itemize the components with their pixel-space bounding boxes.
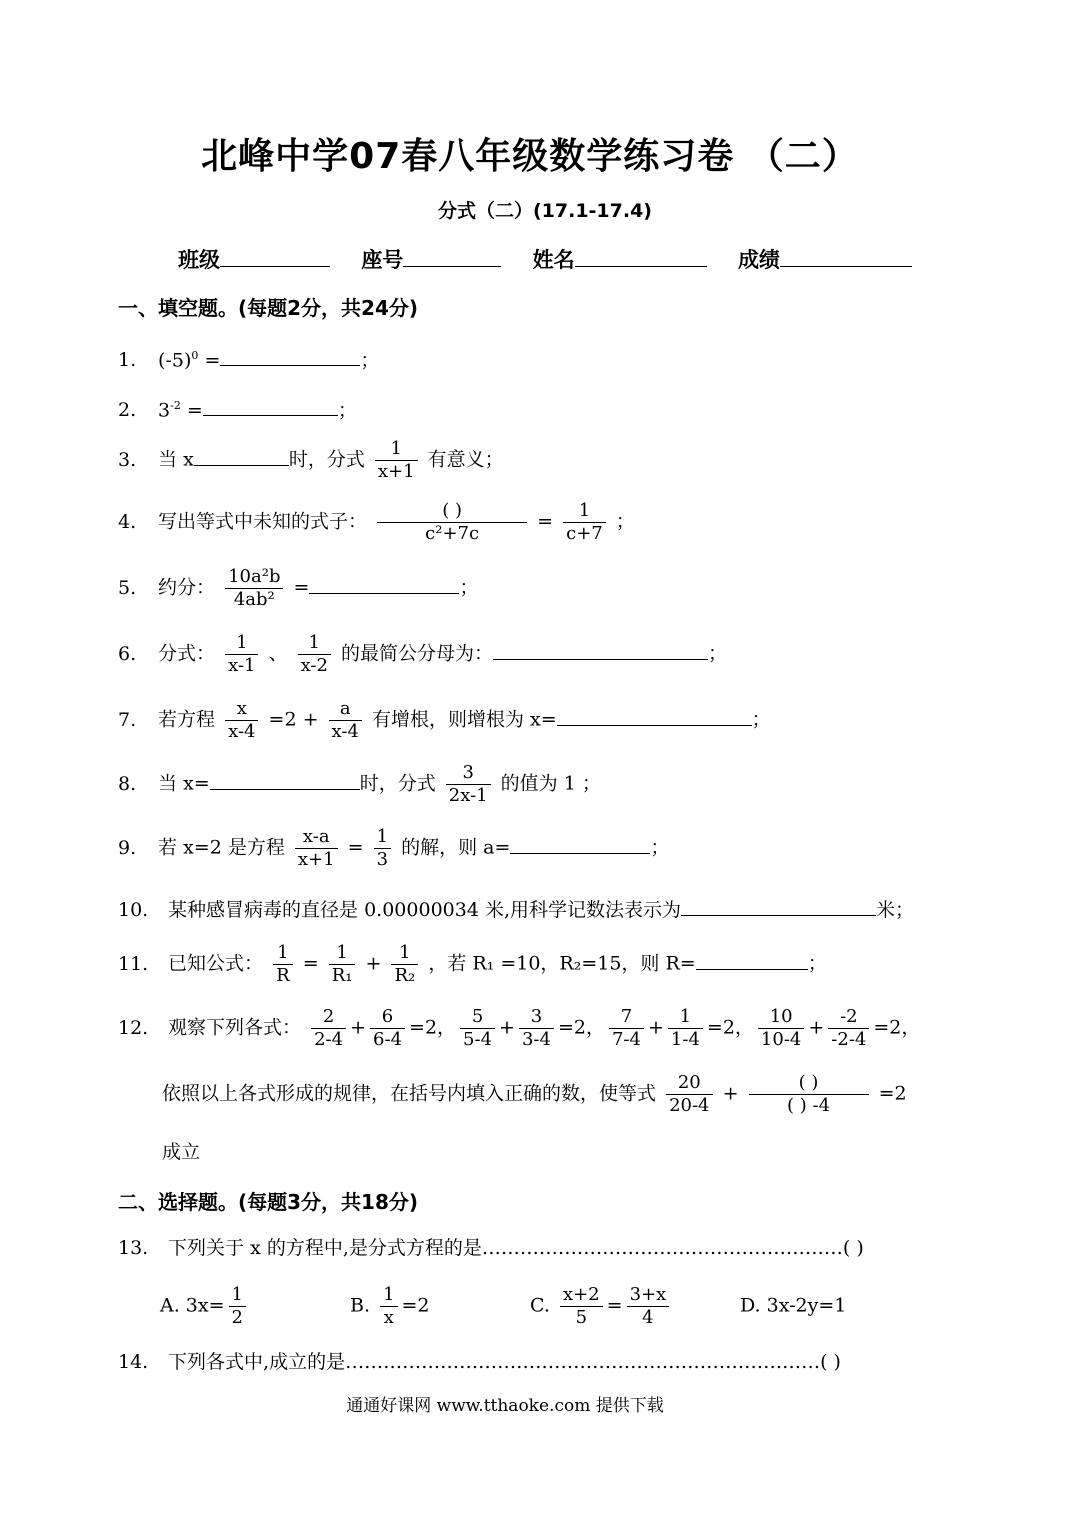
q7-answer-blank[interactable]: [557, 705, 752, 726]
question-8: [118, 762, 601, 807]
question-number: 8.: [118, 772, 137, 795]
seat-blank[interactable]: [403, 246, 501, 267]
q4-fraction-right: $\frac{1}{c+7}$: [563, 500, 606, 545]
q12-g1-fraction-a: $\frac{2}{2-4}$: [311, 1006, 346, 1051]
q13-option-a[interactable]: A. 3x= $\frac{1}{2}$: [160, 1284, 350, 1329]
q9-equals: =: [347, 836, 364, 859]
question-5: [118, 566, 478, 611]
q12-line2-result: =2: [878, 1082, 907, 1105]
q9-answer-blank[interactable]: [510, 833, 650, 854]
q2-equals: =: [186, 399, 203, 422]
q12-g2-fraction-a: $\frac{5}{5-4}$: [460, 1006, 495, 1051]
q3-prefix: 当 x: [158, 448, 194, 471]
student-info-line: [178, 244, 936, 274]
q4-prefix: 写出等式中未知的式子：: [158, 510, 368, 533]
q6-answer-blank[interactable]: [493, 639, 708, 660]
q2-end: ；: [337, 399, 357, 422]
question-7: [118, 698, 771, 743]
q12-line2-fill-fraction[interactable]: $\frac{( )}{( ) -4}$: [749, 1072, 869, 1117]
q5-prefix: 约分：: [158, 576, 216, 599]
question-9: [118, 826, 669, 871]
q9-end: ；: [650, 836, 670, 859]
q1-exponent: 0: [191, 349, 199, 362]
q12-g3-result: =2，: [706, 1016, 754, 1039]
q9-fraction-2: $\frac{1}{3}$: [374, 826, 391, 871]
q12-g1-result: =2，: [409, 1016, 457, 1039]
question-2: [118, 392, 357, 424]
q7-end: ；: [751, 708, 771, 731]
q12-g3-fraction-b: $\frac{1}{1-4}$: [668, 1006, 703, 1051]
q12-line2-fraction-1: $\frac{20}{20-4}$: [666, 1072, 712, 1117]
q10-answer-blank[interactable]: [681, 895, 876, 916]
q12-line2-text: 依照以上各式形成的规律，在括号内填入正确的数，使等式: [162, 1082, 657, 1105]
q11-fraction-1: $\frac{1}{R}$: [273, 942, 293, 987]
q6-suffix: 的最简公分母为：: [341, 642, 494, 665]
question-6: [118, 632, 727, 677]
q7-mid: =2 +: [268, 708, 319, 731]
q12-g2-fraction-b: $\frac{3}{3-4}$: [519, 1006, 554, 1051]
q8-prefix: 当 x=: [158, 772, 210, 795]
question-11: [118, 942, 827, 987]
q7-prefix: 若方程: [158, 708, 216, 731]
q4-unknown-fraction[interactable]: $\frac{( )}{\text{c²+7c}}$: [377, 500, 527, 545]
q7-fraction-1: $\frac{x}{x-4}$: [225, 698, 258, 743]
class-blank[interactable]: [220, 246, 330, 267]
question-number: 9.: [118, 836, 137, 859]
q13-option-b[interactable]: B. $\frac{1}{x}$ =2: [350, 1284, 430, 1328]
q2-exponent: -2: [170, 399, 181, 412]
question-number: 14.: [118, 1351, 149, 1373]
question-3: [118, 438, 504, 483]
q12-g2-result: =2，: [557, 1016, 605, 1039]
question-number: 13.: [118, 1237, 149, 1259]
q2-base: 3: [158, 399, 171, 422]
score-blank[interactable]: [780, 246, 912, 267]
q3-suffix: 有意义；: [427, 448, 504, 471]
q6-fraction-1: $\frac{1}{x-1}$: [225, 632, 258, 677]
q3-answer-blank[interactable]: [194, 445, 289, 466]
q12-g4-fraction-a: $\frac{10}{10-4}$: [758, 1006, 804, 1051]
q11-plus: +: [365, 952, 382, 975]
question-12-line2: [162, 1072, 907, 1117]
question-number: 7.: [118, 708, 137, 731]
question-13: [118, 1234, 864, 1262]
q9-prefix: 若 x=2 是方程: [158, 836, 285, 859]
q3-mid: 时，分式: [288, 448, 365, 471]
question-1: [118, 342, 379, 374]
page-title: 北峰中学07春八年级数学练习卷 （二）: [201, 136, 859, 177]
q5-fraction: $\frac{\text{10a²b}}{\text{4ab²}}$: [225, 566, 283, 611]
q9-suffix: 的解，则 a=: [401, 836, 511, 859]
q12-g4-fraction-b: $\frac{-2}{-2-4}$: [828, 1006, 869, 1051]
q6-prefix: 分式：: [158, 642, 216, 665]
q1-end: ；: [360, 349, 380, 372]
q11-answer-blank[interactable]: [696, 949, 808, 970]
q1-answer-blank[interactable]: [220, 345, 360, 366]
question-number: 11.: [118, 952, 149, 975]
q4-equals: =: [537, 510, 554, 533]
q6-fraction-2: $\frac{1}{x-2}$: [298, 632, 331, 677]
q6-end: ；: [708, 642, 728, 665]
q8-answer-blank[interactable]: [210, 769, 360, 790]
seat-label: 座号: [361, 248, 404, 272]
q11-prefix: 已知公式：: [168, 952, 264, 975]
q5-answer-blank[interactable]: [309, 573, 459, 594]
q11-fraction-2: $\frac{1}{\text{R₁}}$: [329, 942, 356, 987]
q7-fraction-2: $\frac{a}{x-4}$: [329, 698, 362, 743]
q10-end: 米；: [876, 899, 915, 921]
page-subtitle: 分式（二）(17.1-17.4): [437, 200, 652, 222]
q3-fraction: $\frac{1}{x+1}$: [375, 438, 418, 483]
question-number: 2.: [118, 399, 137, 422]
question-10: [118, 895, 914, 924]
q10-text: 某种感冒病毒的直径是 0.00000034 米,用科学记数法表示为: [168, 899, 682, 921]
q8-fraction: $\frac{3}{2x-1}$: [446, 762, 491, 807]
q8-mid: 时，分式: [359, 772, 436, 795]
q11-fraction-3: $\frac{1}{\text{R₂}}$: [391, 942, 418, 987]
q6-separator: 、: [268, 642, 288, 665]
q2-answer-blank[interactable]: [203, 395, 338, 416]
score-label: 成绩: [737, 248, 780, 272]
q7-suffix: 有增根，则增根为 x=: [371, 708, 557, 731]
q4-end: ；: [615, 510, 635, 533]
question-number: 10.: [118, 899, 149, 921]
q13-option-c[interactable]: C. $\frac{x+2}{5}$ = $\frac{3+x}{4}$: [530, 1284, 740, 1329]
q8-suffix: 的值为 1 ；: [500, 772, 601, 795]
q11-end: ；: [807, 952, 827, 975]
question-number: 12.: [118, 1016, 149, 1039]
class-label: 班级: [178, 248, 220, 272]
q13-options: [160, 1284, 846, 1329]
q11-equals: =: [302, 952, 319, 975]
question-number: 4.: [118, 510, 137, 533]
q12-line2-plus: +: [722, 1082, 739, 1105]
question-number: 3.: [118, 448, 137, 471]
q13-option-d[interactable]: D. 3x-2y=1: [740, 1294, 847, 1317]
question-number: 5.: [118, 576, 137, 599]
q9-fraction-1: $\frac{x-a}{x+1}$: [295, 826, 338, 871]
question-12: 12. 观察下列各式： $\frac{2}{2-4}$ + $\frac{6}{6-4}$ =2， $\frac{5}{5-4}$ + $\frac{3}{3-4}$ =2， $\frac{7}{7-4}$ + $\frac{1}{1-4}$ =2， $\frac{10}{10-4}$ + $\frac{-2}{-2-4}$ =2，: [118, 1006, 921, 1050]
q12-prefix: 观察下列各式：: [168, 1016, 302, 1039]
q5-end: ；: [459, 576, 479, 599]
page-footer: 通通好课网 www.tthaoke.com 提供下载: [346, 1396, 664, 1416]
question-number: 1.: [118, 349, 137, 372]
question-14: [118, 1348, 841, 1376]
section-fill-in-heading: 一、填空题。(每题2分，共24分): [118, 296, 419, 320]
question-number: 6.: [118, 642, 137, 665]
q12-g3-fraction-a: $\frac{7}{7-4}$: [609, 1006, 644, 1051]
name-blank[interactable]: [575, 246, 707, 267]
q5-equals: =: [293, 576, 310, 599]
q12-g4-result: =2，: [873, 1016, 921, 1039]
q12-line3: 成立: [162, 1141, 201, 1163]
question-4: [118, 500, 635, 545]
q12-g1-fraction-b: $\frac{6}{6-4}$: [370, 1006, 405, 1051]
q14-text: 下列各式中,成立的是…………………………………………………………………( ): [168, 1351, 841, 1373]
q1-base: (-5): [158, 349, 192, 372]
section-choice-heading: 二、选择题。(每题3分，共18分): [118, 1190, 419, 1214]
q11-suffix: ，若 R₁ =10，R₂=15，则 R=: [428, 952, 696, 975]
name-label: 姓名: [532, 248, 575, 272]
q13-text: 下列关于 x 的方程中,是分式方程的是…………………………………………………( ): [168, 1237, 864, 1259]
q1-equals: =: [204, 349, 221, 372]
